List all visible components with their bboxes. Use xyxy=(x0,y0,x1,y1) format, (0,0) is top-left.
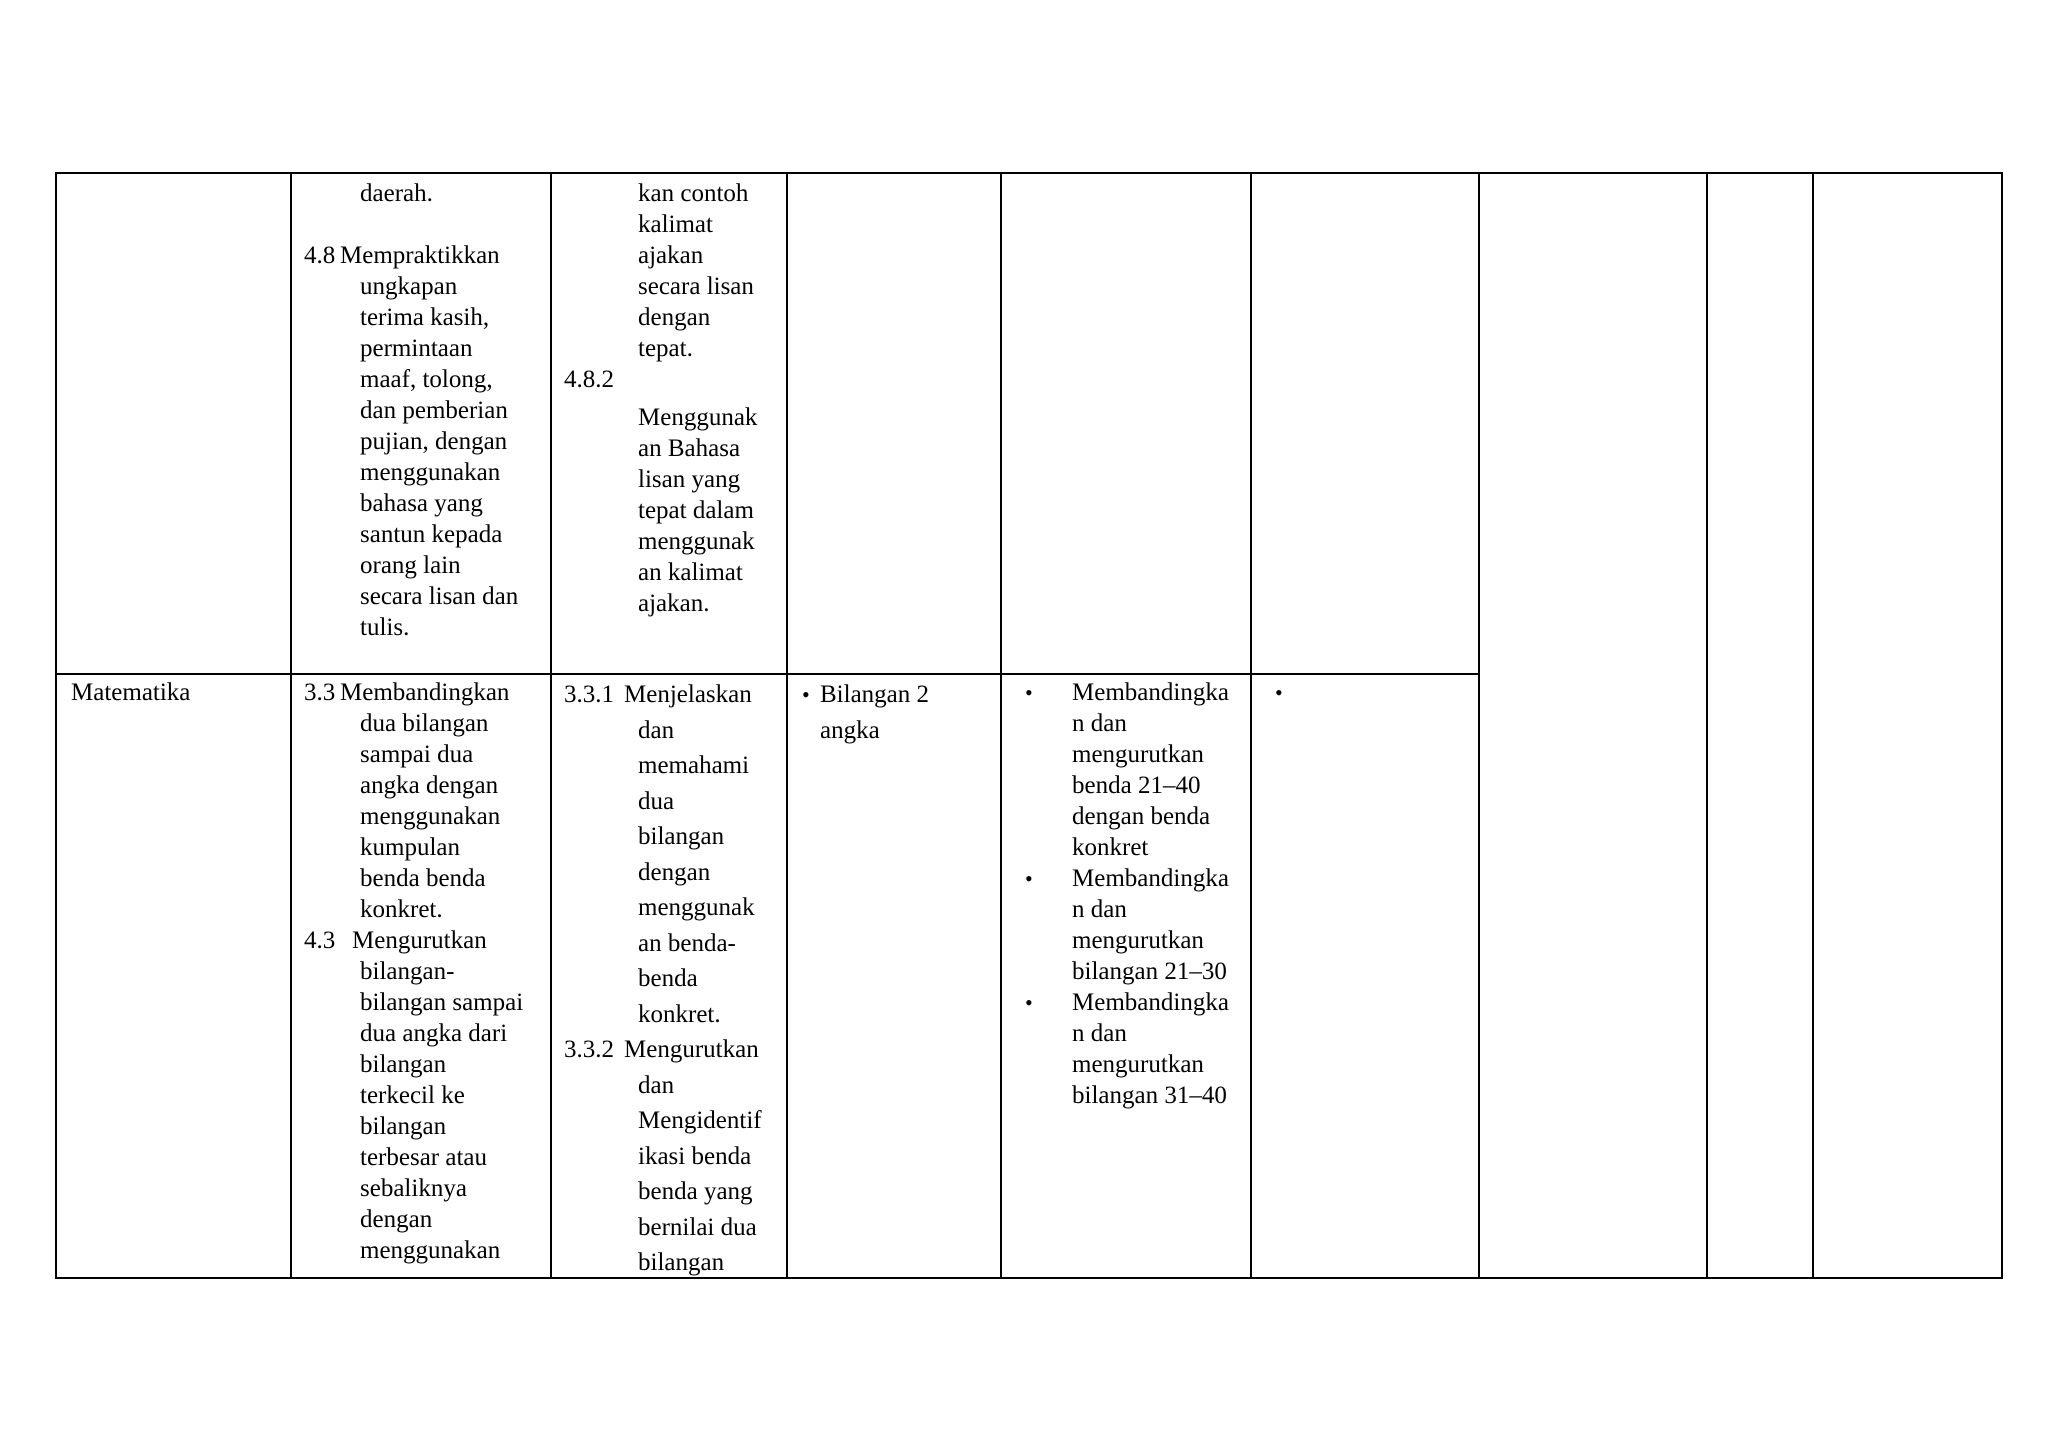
indicator-text-line: dengan xyxy=(638,304,711,331)
indicator-text-line: konkret. xyxy=(638,1000,721,1028)
indicator-text-line: an benda- xyxy=(638,929,736,957)
indicator-item xyxy=(564,677,762,1032)
indicator-text-line: bernilai dua xyxy=(638,1213,757,1241)
row2-subject-cell xyxy=(71,677,190,708)
kd-text-line: terbesar atau xyxy=(360,1144,488,1171)
indicator-text-line: bilangan xyxy=(638,1249,725,1276)
indicator-text-line: ajakan. xyxy=(638,590,710,617)
indicator-text-line: tepat dalam xyxy=(638,497,754,524)
indicator-text-line: Menggunak xyxy=(638,404,758,431)
kd-text-line: dua bilangan xyxy=(360,710,489,737)
column-divider xyxy=(786,174,788,1277)
column-divider xyxy=(1478,174,1480,1277)
kd-number: 3.3 xyxy=(304,679,336,706)
kegiatan-text-line: benda 21–40 xyxy=(1072,772,1201,799)
kd-item xyxy=(304,677,523,925)
indicator-text-line: dengan xyxy=(638,858,711,886)
bullet-icon: • xyxy=(1275,680,1283,705)
indicator-text-line: memahami xyxy=(638,752,750,779)
kd-text-line: sampai dua xyxy=(360,741,474,768)
kd-text-line: bilangan xyxy=(360,1113,447,1140)
kd-text-line: maaf, tolong, xyxy=(360,366,493,393)
kd-text-line: konkret. xyxy=(360,896,443,923)
kd-text-line: bilangan xyxy=(360,1051,447,1078)
indicator-text-line: ikasi benda xyxy=(638,1142,752,1170)
kd-text-line: Mengurutkan xyxy=(352,927,487,954)
indicator-text-line: dan xyxy=(638,1071,675,1099)
kd-text-line: Membandingkan xyxy=(340,679,510,706)
kegiatan-text-line: mengurutkan xyxy=(1072,1051,1204,1078)
kd-text-line: ungkapan xyxy=(360,273,458,300)
materi-text-line: Bilangan 2 xyxy=(820,681,930,708)
materi-text-line: angka xyxy=(820,717,880,744)
indicator-item xyxy=(564,1032,762,1281)
kegiatan-text-line: mengurutkan xyxy=(1072,927,1204,954)
column-divider xyxy=(1000,174,1002,1277)
kd-number: 4.3 xyxy=(304,927,336,954)
row2-kegiatan-cell xyxy=(1014,677,1229,1111)
kd-item xyxy=(304,240,518,643)
kegiatan-text-line: mengurutkan xyxy=(1072,741,1204,768)
kd-text-line: sebaliknya xyxy=(360,1175,467,1202)
indicator-item xyxy=(564,402,757,619)
kd-text-line: menggunakan xyxy=(360,459,501,486)
row2-indicator-cell xyxy=(564,677,762,1281)
kegiatan-list-item xyxy=(1014,863,1229,987)
bullet-icon: • xyxy=(1025,990,1033,1015)
bullet-icon: • xyxy=(802,682,810,707)
kd-text-line: dan pemberian xyxy=(360,397,508,424)
column-divider xyxy=(290,174,292,1277)
indicator-number: 3.3.1 xyxy=(564,681,614,708)
column-divider xyxy=(550,174,552,1277)
row2-kd-cell xyxy=(304,677,523,1266)
row-divider xyxy=(57,673,1478,675)
kegiatan-list-item xyxy=(1014,987,1229,1111)
kd-text-line: daerah. xyxy=(360,180,433,207)
kd-text-line: pujian, dengan xyxy=(360,428,508,455)
kd-text-line: angka dengan xyxy=(360,772,499,799)
kd-text-line: Mempraktikkan xyxy=(340,242,500,269)
kd-item xyxy=(304,925,523,1266)
indicator-text-line: benda yang xyxy=(638,1178,753,1205)
kegiatan-text-line: Membandingka xyxy=(1072,679,1229,706)
indicator-text-line: menggunak xyxy=(638,894,755,921)
kd-text-line: terkecil ke xyxy=(360,1082,465,1109)
indicator-text-line: kalimat xyxy=(638,211,713,238)
kd-text-line: menggunakan xyxy=(360,1237,501,1264)
kd-text-line: benda benda xyxy=(360,865,486,892)
row1-indicator-cell xyxy=(564,178,757,619)
kegiatan-text-line: bilangan 21–30 xyxy=(1072,958,1227,985)
kegiatan-text-line: konkret xyxy=(1072,834,1149,861)
kegiatan-text-line: Membandingka xyxy=(1072,989,1229,1016)
kd-text-line: santun kepada xyxy=(360,521,503,548)
indicator-text-line: secara lisan xyxy=(638,273,754,300)
bullet-icon: • xyxy=(1025,680,1033,705)
lesson-plan-table xyxy=(55,172,2003,1279)
indicator-text-line: Mengurutkan xyxy=(624,1036,759,1063)
kegiatan-text-line: bilangan 31–40 xyxy=(1072,1082,1227,1109)
bullet-icon: • xyxy=(1025,866,1033,891)
kd-text-line: terima kasih, xyxy=(360,304,490,331)
column-divider xyxy=(1250,174,1252,1277)
indicator-number: 3.3.2 xyxy=(564,1036,614,1063)
indicator-text-line: an kalimat xyxy=(638,559,743,586)
kd-text-line: secara lisan dan xyxy=(360,583,519,610)
indicator-text-line: Mengidentif xyxy=(638,1107,762,1134)
kd-text-line: kumpulan xyxy=(360,834,460,861)
kd-text-line: dengan xyxy=(360,1206,433,1233)
indicator-text-line: kan contoh xyxy=(638,180,749,207)
row2-materi-cell xyxy=(802,677,929,749)
indicator-text-line: benda xyxy=(638,965,698,992)
column-divider xyxy=(1706,174,1708,1277)
kegiatan-text-line: Membandingka xyxy=(1072,865,1229,892)
kd-text-line: menggunakan xyxy=(360,803,501,830)
kd-number: 4.8 xyxy=(304,242,336,269)
kegiatan-list-item xyxy=(1014,677,1229,863)
kd-text-line: bahasa yang xyxy=(360,490,483,517)
indicator-text-line: tepat. xyxy=(638,335,693,362)
indicator-text-line: ajakan xyxy=(638,242,704,269)
kd-text-line: orang lain xyxy=(360,552,461,579)
row1-kd-cell xyxy=(304,178,518,643)
kd-text-line: bilangan- xyxy=(360,958,455,985)
indicator-text-line: lisan yang xyxy=(638,466,741,493)
indicator-text-line: an Bahasa xyxy=(638,435,741,462)
kegiatan-text-line: n dan xyxy=(1072,1020,1127,1047)
indicator-text-line: Menjelaskan xyxy=(624,681,752,708)
kegiatan-text-line: n dan xyxy=(1072,710,1127,737)
indicator-number: 4.8.2 xyxy=(564,366,614,393)
kd-text-line: tulis. xyxy=(360,614,410,641)
kd-text-line: bilangan sampai xyxy=(360,989,524,1016)
column-divider xyxy=(1812,174,1814,1277)
subject-label: Matematika xyxy=(71,679,191,706)
indicator-text-line: dan xyxy=(638,716,675,744)
kegiatan-text-line: dengan benda xyxy=(1072,803,1211,830)
indicator-text-line: menggunak xyxy=(638,528,755,555)
indicator-text-line: bilangan xyxy=(638,823,725,850)
kegiatan-text-line: n dan xyxy=(1072,896,1127,923)
kd-text-line: permintaan xyxy=(360,335,473,362)
indicator-text-line: dua xyxy=(638,787,675,815)
kd-text-line: dua angka dari xyxy=(360,1020,508,1047)
